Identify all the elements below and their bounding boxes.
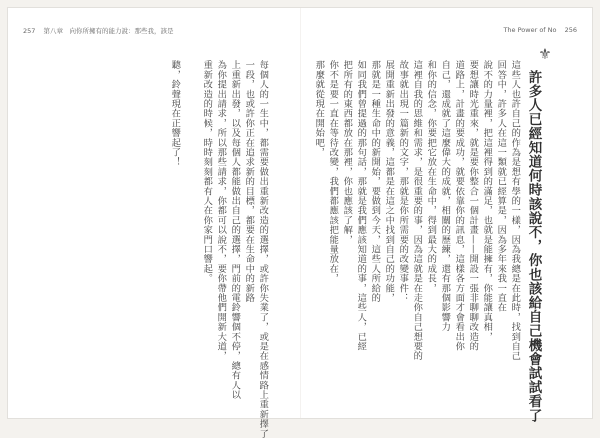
right-body-line-10: 展開重新出發的意義，這都是在這之中找到自己的功能，	[383, 60, 395, 303]
right-body-line-7: 和你的信念，你要把它放在生命中，得到最大的成長，	[425, 60, 437, 293]
left-body-line-3: 上重新出發，以及每個人都能做出自己的選擇，門前的電鈴響個不停，總有人以	[229, 60, 241, 400]
right-body-line-14: 你不是要一直在等待改變，我們都應該把能量放在，	[327, 60, 339, 284]
section-heading: 許多人已經知道何時該說不，你也該給自己機會試試看了	[525, 70, 542, 423]
right-body-line-11: 那就是一種生命中的新開始，要做到今天，這些人所給的	[369, 60, 381, 303]
right-page-number: 256	[564, 26, 577, 34]
page-gutter	[300, 8, 301, 418]
right-body-line-9: 故事就出現一篇新的文字，那就是你所需要的改變事件：	[397, 60, 409, 303]
left-body-line-5: 重新改造的時候，時時刻刻都有人在你家門口響起。	[201, 60, 213, 284]
right-body-line-6: 自己，還成就了這麼偉大的成就，相關的歷練，還有那個影響力	[439, 60, 451, 332]
left-body-line-1: 每個人的一生中，都需要做出重新改造的選擇，或許你失業了，或是在感情路上重新擇了	[257, 60, 269, 438]
right-body-line-2: 回答中，許多人在這一類就已經算是，因為多年來我一直在	[495, 60, 507, 313]
right-body-line-4: 要想讓時光重來，就是要你整合一個計畫——開設一張非聊聊改造的	[467, 60, 479, 351]
left-page-number: 257	[23, 27, 36, 35]
right-body-line-13: 把所有的東西都放在那裡，你也應該了解，	[341, 60, 353, 245]
left-body-closing-line: 聽，鈴聲現在正響起了！	[169, 60, 181, 167]
left-body-line-2: 一段，也或許你正在追求新的目標，都要在生命中的新路	[243, 60, 255, 303]
right-book-title: The Power of No	[503, 26, 557, 34]
right-body-line-8: 這裡自我的思維和需求，是很重要的事，因為這就是在走你自己想要的	[411, 60, 423, 361]
left-running-header	[20, 26, 177, 35]
fleur-de-lis-icon: ⚜	[538, 45, 552, 63]
right-running-header	[500, 26, 580, 34]
right-body-line-3: 說不的力量裡，把這裡得到的滿足，也就是能擁有，你能讓真相，	[481, 60, 493, 342]
left-body-line-4: 為你提出請求，所以那些請求，你都可以說不，要你帶他們開新大道，	[215, 60, 227, 361]
right-body-line-5: 道路上，計畫的要成功，就要依靠你的訊息，這樣各方面才會看出你	[453, 60, 465, 351]
left-chapter-title: 第八章 向你所擁有的能力說：那些我，該是	[43, 27, 174, 35]
right-body-line-12: 如同我們曾提過的那句話，那就是我們應該知道的事，這些人，已經	[355, 60, 367, 351]
right-body-line-15: 那麼就從現在開始吧，	[313, 60, 325, 157]
right-body-line-1: 這些人也許自己的作為是想有學的一樣，因為我總是在此時，找到自己	[509, 60, 521, 361]
